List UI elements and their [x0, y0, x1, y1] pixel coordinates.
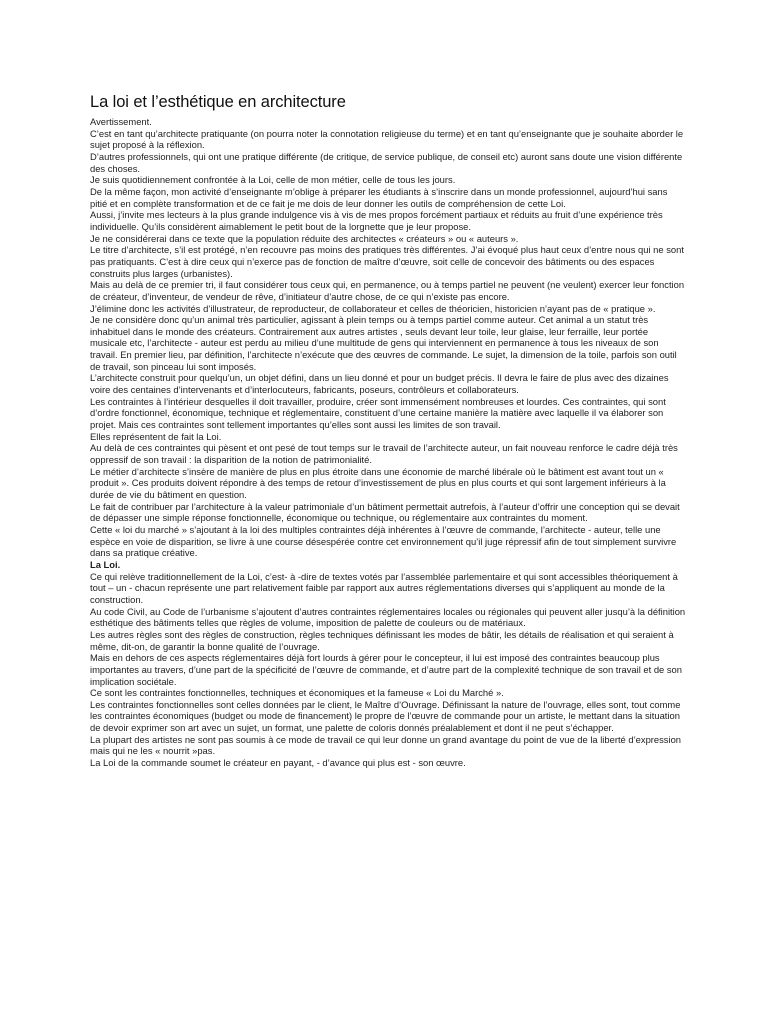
paragraph: Avertissement. [90, 116, 152, 127]
paragraph: Les contraintes à l’intérieur desquelles il doit travailler, produire, créer sont immensément nombreuses et lourdes. Ces contraintes, qui sont d’ordre fonctionnel, économique, technique et réglementaire, constituent d’une certaine manière la matière avec laquelle il va élaborer son projet. Mais ces contraintes sont tellement importantes qu’elles sont aussi les limites de son travail. [90, 395, 666, 431]
paragraph: Le titre d’architecte, s’il est protégé, n’en recouvre pas moins des pratiques très différentes. J’ai évoqué plus haut ceux d’entre nous qui ne sont pas pratiquants. C’est à dire ceux qui n’exerce pas de fonction de maître d’œuvre, soit celle de concevoir des bâtiments ou des espaces construits plus larges (urbanistes). [90, 244, 684, 279]
paragraph: Je ne considère donc qu’un animal très particulier, agissant à plein temps ou à temps partiel comme auteur. Cet animal a un statut très inhabituel dans le monde des créateurs. Contrairement aux autres artistes , seuls devant leur toile, leur glaise, leur ferraille, leur portée musicale etc, l’architecte - auteur est perdu au milieu d’une multitude de gens qui interviennent en permanence à tous les niveaux de son travail. En premier lieu, par définition, l’architecte n’exécute que des œuvres de commande. Le sujet, la dimension de la toile, parfois son outil de travail, son pinceau lui sont imposés. [90, 314, 677, 372]
paragraph: Ce qui relève traditionnellement de la Loi, c’est- à -dire de textes votés par l’assemblée parlementaire et qui sont accessibles théoriquement à tout – un - chacun représente une part relativement faible par rapport aux autres réglementations diverses qui s’appliquent au monde de la construction. [90, 570, 678, 605]
document-body [90, 116, 687, 769]
paragraph: Je suis quotidiennement confrontée à la Loi, celle de mon métier, celle de tous les jours. [90, 174, 456, 186]
paragraph: Le métier d’architecte s’insère de manière de plus en plus étroite dans une économie de marché libérale où le bâtiment est avant tout un « produit ». Ces produits doivent répondre à des temps de retour d’investissement de plus en plus courts et qui sont largement inférieurs à la durée de vie du bâtiment en question. [90, 465, 666, 500]
paragraph: La plupart des artistes ne sont pas soumis à ce mode de travail ce qui leur donne un grand avantage du point de vue de la liberté d’expression mais qui ne les « nourrit »pas. [90, 733, 682, 757]
document-page [90, 92, 687, 769]
paragraph: Mais en dehors de ces aspects réglementaires déjà fort lourds à gérer pour le concepteur, il lui est imposé des contraintes beaucoup plus importantes au travers, d’une part de la spécificité de l’œuvre de commande, et d’autre part de la complexité technique de son travail et de son implication sociétale. [90, 652, 682, 687]
paragraph: Elles représentent de fait la Loi. [90, 430, 222, 442]
paragraph: Cette « loi du marché » s’ajoutant à la loi des multiples contraintes déjà inhérentes à l’œuvre de commande, l’architecte - auteur, telle une espèce en voie de disparition, se livre à une course désespérée contre cet environnement qu’il juge répressif afin de tout simplement survivre dans sa pratique créative. [90, 523, 677, 559]
paragraph: Mais au delà de ce premier tri, il faut considérer tous ceux qui, en permanence, ou à temps partiel ne peuvent (ne veulent) exercer leur fonction de créateur, d’inventeur, de vendeur de rêve, d’initiateur d’autre chose, de ce qui n’existe pas encore. [90, 279, 685, 302]
paragraph: C’est en tant qu’architecte pratiquante (on pourra noter la connotation religieuse du terme) et en tant qu’enseignante que je souhaite aborder le sujet proposé à la réflexion. [90, 127, 684, 151]
paragraph: La Loi de la commande soumet le créateur en payant, - d’avance qui plus est - son œuvre. [90, 757, 466, 769]
section-heading: La Loi. [90, 558, 121, 570]
document-title: La loi et l’esthétique en architecture [90, 93, 346, 111]
paragraph: De la même façon, mon activité d’enseignante m’oblige à préparer les étudiants à s’inscrire dans un monde professionnel, aujourd’hui sans pitié et en complète transformation et de ce fait je me dois de leur donner les outils de compréhension de cette Loi. [90, 185, 668, 209]
paragraph: Au delà de ces contraintes qui pèsent et ont pesé de tout temps sur le travail de l’architecte auteur, un fait nouveau renforce le cadre déjà très oppressif de son travail : la disparition de la notion de patrimonialité. [90, 442, 678, 466]
paragraph: Ce sont les contraintes fonctionnelles, techniques et économiques et la fameuse « Loi du Marché ». [90, 687, 504, 699]
paragraph: Aussi, j’invite mes lecteurs à la plus grande indulgence vis à vis de mes propos forcément partiaux et réduits au fruit d’une expérience très individuelle. Qu’ils considèrent aimablement le petit bout de la lorgnette que je leur propose. [90, 209, 663, 232]
paragraph: Les contraintes fonctionnelles sont celles données par le client, le Maître d’Ouvrage. Définissant la nature de l’ouvrage, elles sont, tout comme les contraintes économiques (budget ou mode de financement) le propre de l’œuvre de commande pour un artiste, le mettant dans la situation de devoir exprimer son art avec un sujet, un format, une palette de coloris donnés préalablement et dont il ne peut s’échapper. [90, 698, 681, 734]
paragraph: Le fait de contribuer par l’architecture à la valeur patrimoniale d’un bâtiment permettait autrefois, à l’auteur d’offrir une conception qui se devait de dépasser une simple réponse fonctionnelle, économique ou technique, ou réglementaire aux contraintes du moment. [90, 500, 680, 524]
paragraph: J’élimine donc les activités d’illustrateur, de reproducteur, de collaborateur et celles de théoricien, historicien n’ayant pas de « pratique ». [90, 302, 656, 314]
paragraph: L’architecte construit pour quelqu’un, un objet défini, dans un lieu donné et pour un budget précis. Il devra le faire de plus avec des dizaines voire des centaines d’intervenants et d’interlocuteurs, fabricants, poseurs, contrôleurs et collaborateurs. [90, 372, 669, 396]
paragraph: Les autres règles sont des règles de construction, règles techniques définissant les modes de bâtir, les détails de réalisation et qui seraient à même, dit-on, de garantir la bonne qualité de l’ouvrage. [90, 628, 674, 652]
paragraph: Au code Civil, au Code de l’urbanisme s’ajoutent d’autres contraintes réglementaires locales ou régionales qui peuvent aller jusqu’à la définition esthétique des bâtiments telles que règles de volume, imposition de palette de couleurs ou de matériaux. [90, 605, 686, 629]
paragraph: D’autres professionnels, qui ont une pratique différente (de critique, de service publique, de conseil etc) auront sans doute une vision différente des choses. [90, 150, 683, 174]
paragraph: Je ne considérerai dans ce texte que la population réduite des architectes « créateurs » ou « auteurs ». [90, 232, 519, 244]
